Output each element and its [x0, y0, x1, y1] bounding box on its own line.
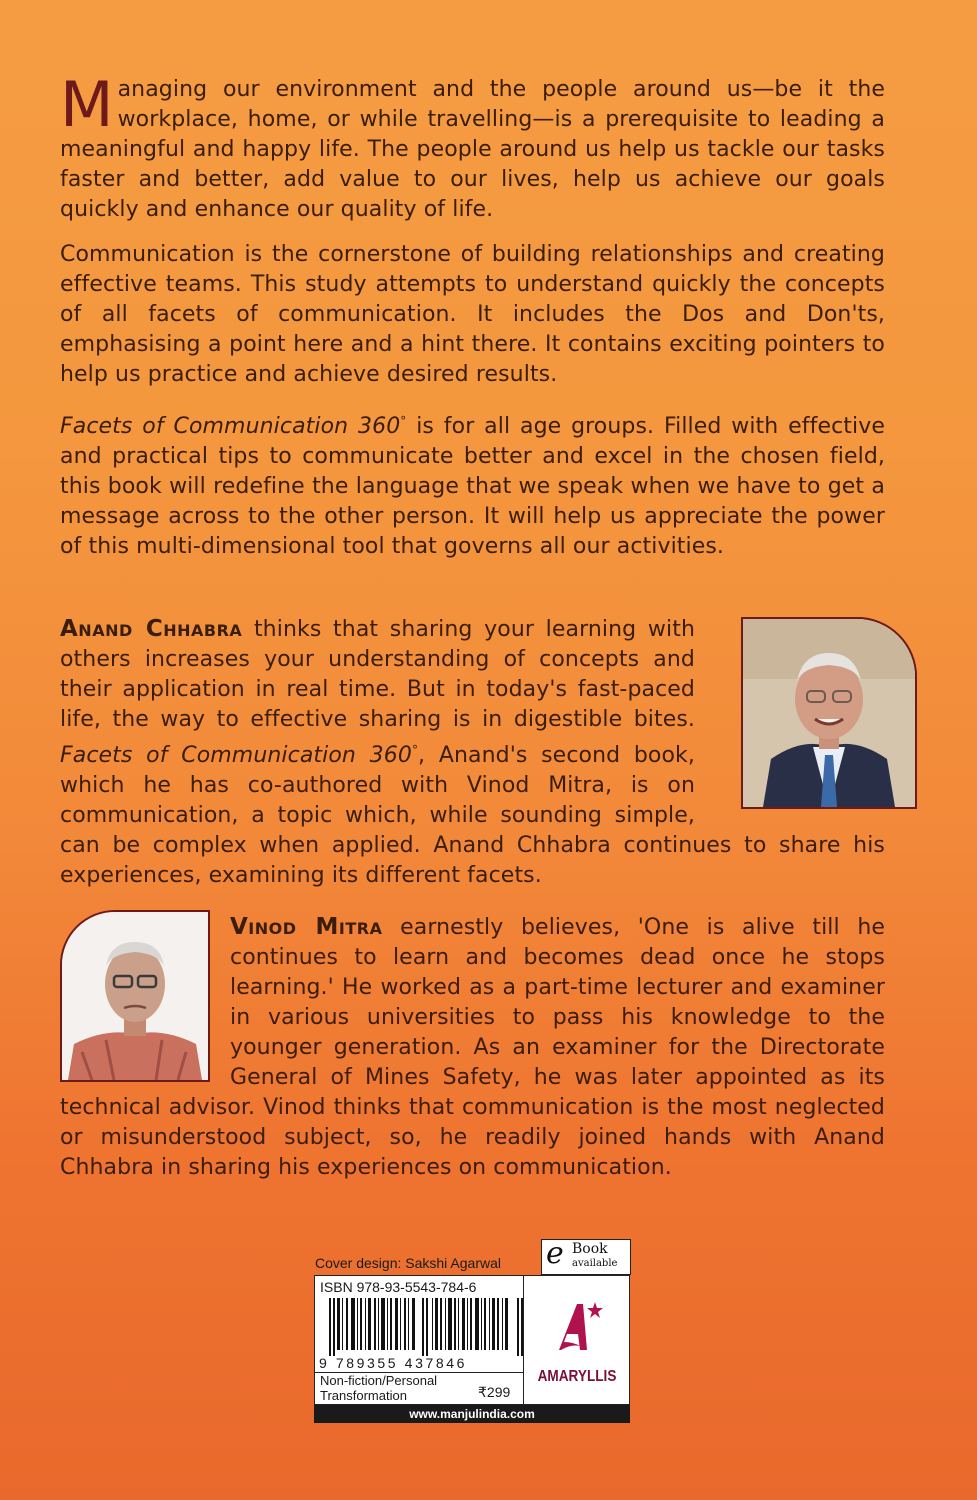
author1-name: Anand Chhabra [60, 616, 243, 642]
author1-bio-text-b: , Anand's second book, which he has co-authored with Vinod Mitra, is on communication, a topic which, while sounding simple, can be complex when applied. Anand Chhabra continues to share his experiences, examining its different facets. [60, 743, 885, 888]
author1-bio [60, 614, 885, 891]
barcode-digits: 9 789355 437846 [319, 1355, 467, 1371]
barcode-image [327, 1298, 527, 1356]
author2-bio [60, 912, 885, 1183]
amaryllis-logo-icon [547, 1296, 607, 1356]
publisher-name: AMARYLLIS [537, 1368, 617, 1385]
intro-paragraph-1 [60, 68, 885, 225]
ebook-e-logo: e [546, 1236, 564, 1271]
cover-design-credit: Cover design: Sakshi Agarwal [315, 1255, 501, 1271]
author1-photo-spacer [695, 614, 885, 809]
author2-name: Vinod Mitra [230, 914, 383, 940]
website-bar [314, 1405, 630, 1423]
author2-photo-spacer [60, 912, 230, 1092]
drop-cap: M [60, 68, 114, 141]
website-link[interactable]: www.manjulindia.com [409, 1407, 535, 1421]
author1-degree-sign: ° [411, 743, 419, 757]
intro-paragraph-1-text: anaging our environment and the people around us—be it the workplace, home, or while travelling—is a prerequisite to leading a meaningful and happy life. The people around us help us tackle our tasks faster and better, add value to our lives, help us achieve our goals quickly and enhance our quality of life. [60, 77, 885, 222]
ebook-available-label: available [572, 1258, 618, 1269]
isbn-text: ISBN 978-93-5543-784-6 [320, 1279, 477, 1295]
book-title: Facets of Communication 360 [60, 414, 401, 439]
publisher-divider [523, 1276, 524, 1404]
author1-bio-text-a: thinks that sharing your learning with others increases your understanding of concepts and their application in real time. But in today's fast-paced life, the way to effective sharing is in digestible bites. [60, 617, 695, 732]
category-text: Non-fiction/Personal Transformation [320, 1373, 438, 1403]
ebook-badge [541, 1236, 631, 1275]
intro-paragraph-3 [60, 406, 885, 562]
intro-paragraph-3-text: is for all age groups. Filled with effective and practical tips to communicate better and excel in the chosen field, this book will redefine the language that we speak when we have to get a message across to the other person. It will help us appreciate the power of this multi-dimensional tool that governs all our activities. [60, 414, 885, 559]
intro-paragraph-2: Communication is the cornerstone of building relationships and creating effective teams. This study attempts to understand quickly the concepts of all facets of communication. It includes the Dos and Don'ts, emphasising a point here and a hint there. It contains exciting pointers to help us practice and achieve desired results. [60, 242, 885, 387]
ebook-book-label: Book [572, 1241, 608, 1257]
author2-bio-text: earnestly believes, 'One is alive till he continues to learn and becomes dead once he stops learning.' He worked as a part-time lecturer and examiner in various universities to pass his knowledge to the younger generation. As an examiner for the Directorate General of Mines Safety, he was later appointed as its technical advisor. Vinod thinks that communication is the most neglected or misunderstood subject, so, he readily joined hands with Anand Chhabra in sharing his experiences on communication. [60, 915, 885, 1180]
degree-sign: ° [400, 414, 407, 428]
price-text: ₹299 [478, 1384, 511, 1400]
author1-book-title: Facets of Communication 360 [60, 743, 412, 768]
barcode-block [314, 1275, 630, 1405]
